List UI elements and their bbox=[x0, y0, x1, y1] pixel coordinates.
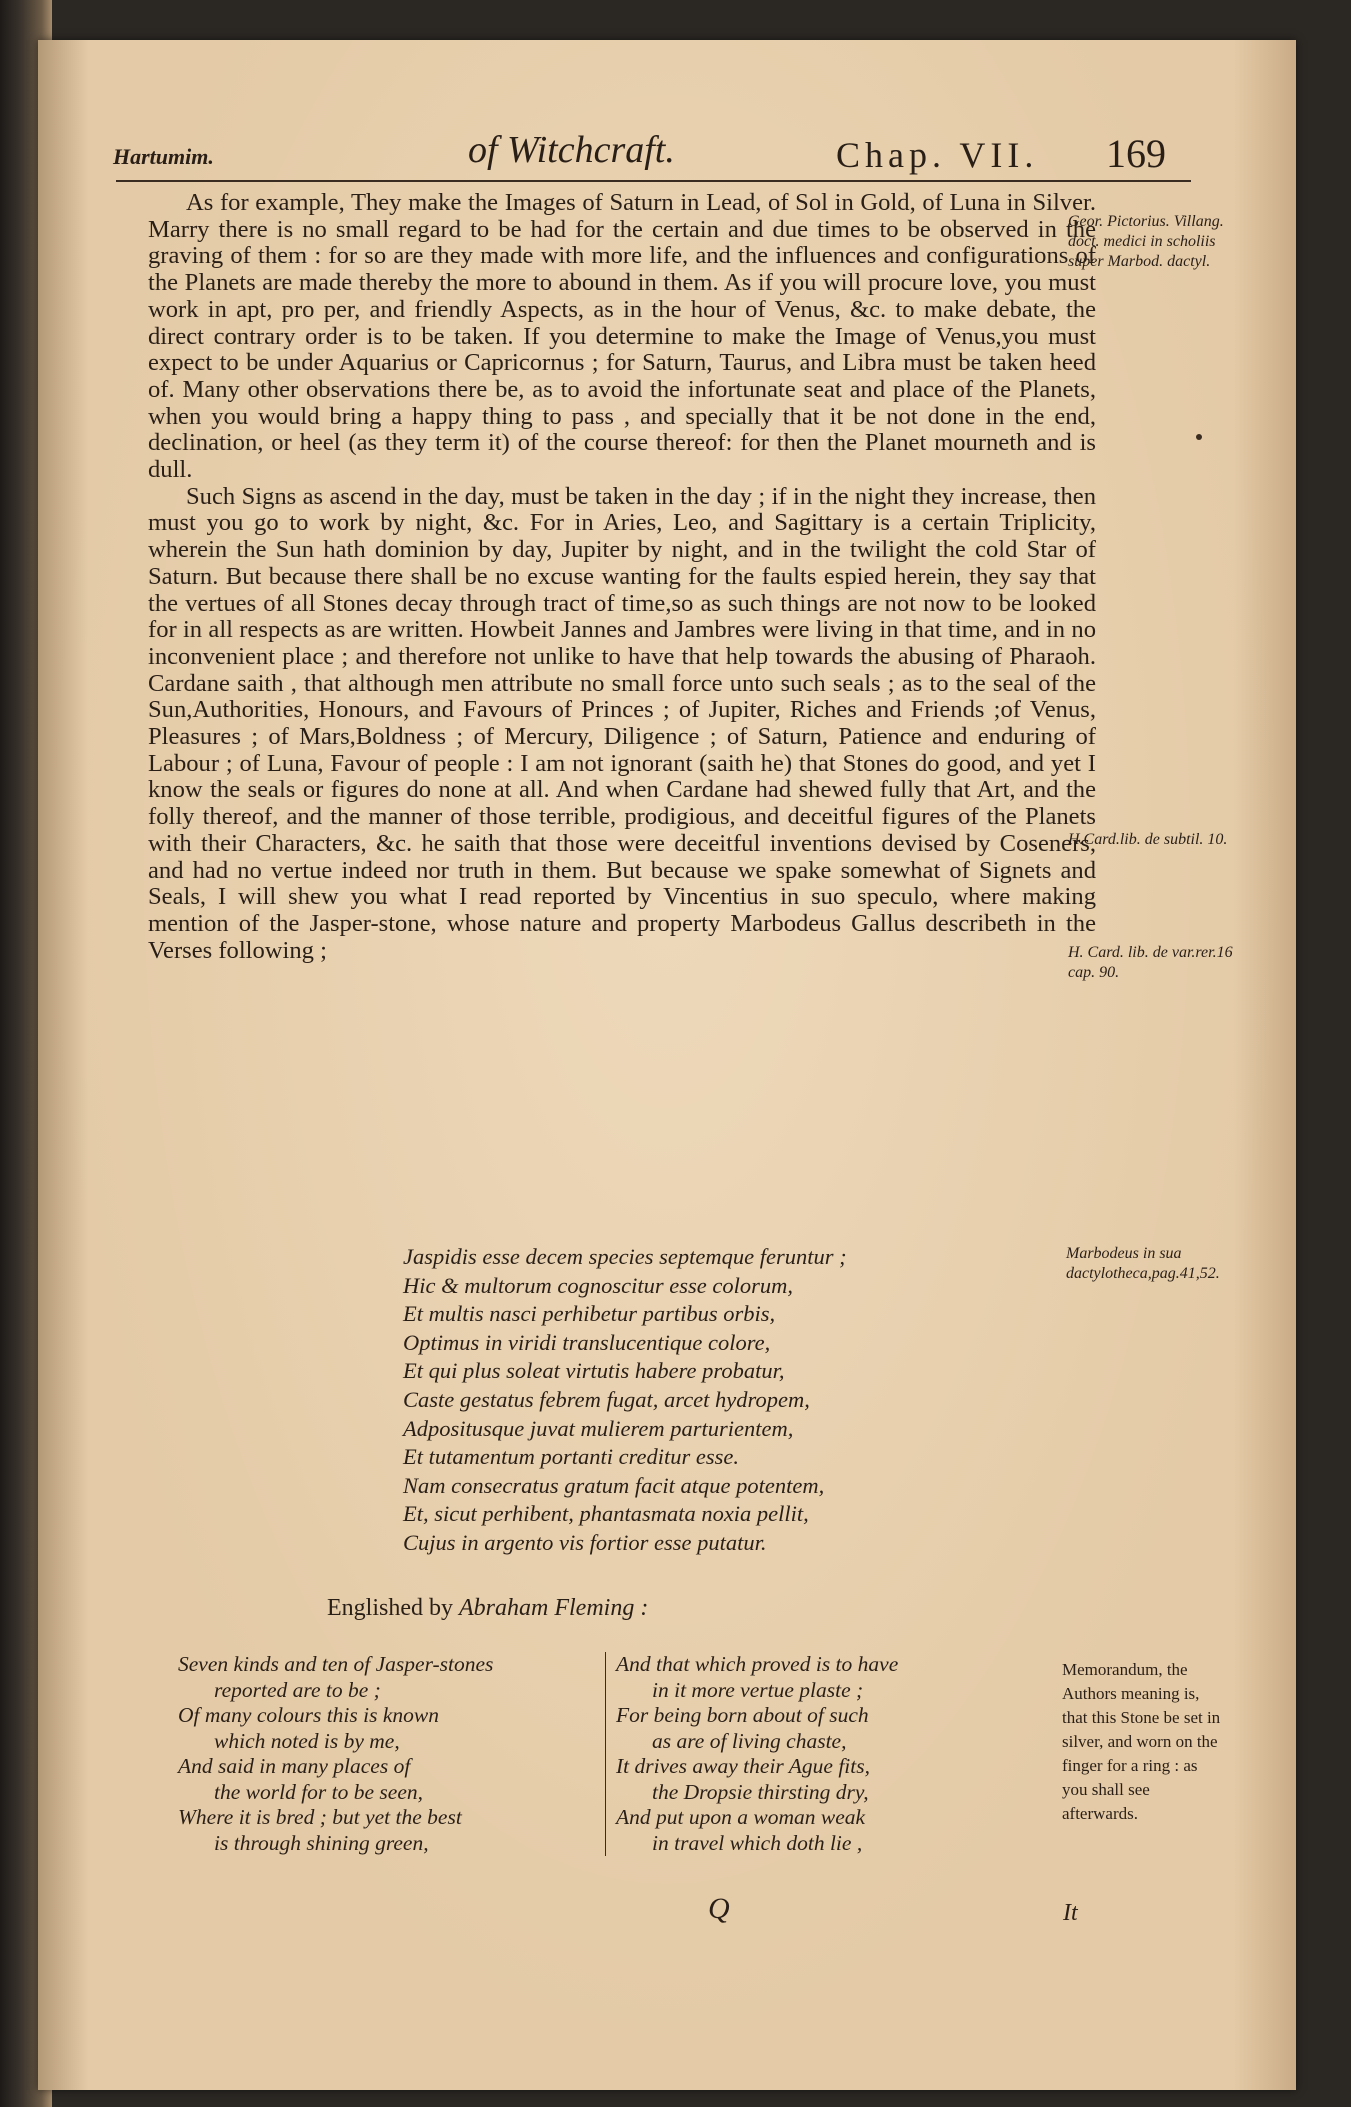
verse-line: the world for to be seen, bbox=[214, 1779, 424, 1804]
translation-heading bbox=[327, 1595, 648, 1622]
translation-left-column bbox=[178, 1652, 598, 1856]
verse-line: Cujus in argento vis fortior esse putatur. bbox=[403, 1529, 767, 1555]
verse-line: Hic & multorum cognoscitur esse colorum, bbox=[403, 1272, 793, 1298]
verse-line: in travel which doth lie , bbox=[652, 1830, 863, 1855]
verse-line: For being born about of such bbox=[616, 1703, 869, 1727]
margin-note-3: H. Card. lib. de var.rer.16 cap. 90. bbox=[1068, 944, 1233, 981]
verse-line: Where it is bred ; but yet the best bbox=[178, 1805, 462, 1829]
margin-note-4: Marbodeus in sua dactylotheca,pag.41,52. bbox=[1066, 1245, 1220, 1282]
verse-line: Adpositusque juvat mulierem parturientem, bbox=[403, 1415, 794, 1441]
translation-heading-prefix: Englished by bbox=[327, 1595, 453, 1621]
translation-right-column bbox=[605, 1652, 1036, 1856]
book-page bbox=[38, 40, 1296, 2090]
verse-line: in it more vertue plaste ; bbox=[652, 1677, 864, 1702]
verse-line: as are of living chaste, bbox=[652, 1728, 847, 1753]
verse-line: Et tutamentum portanti creditur esse. bbox=[403, 1444, 740, 1470]
header-chapter: Chap. VII. bbox=[836, 135, 1039, 175]
latin-verse bbox=[403, 1243, 963, 1558]
verse-line: Et, sicut perhibent, phantasmata noxia pellit, bbox=[403, 1501, 809, 1527]
verse-line: Seven kinds and ten of Jasper-stones bbox=[178, 1652, 494, 1676]
verse-line: Et multis nasci perhibetur partibus orbis, bbox=[403, 1301, 776, 1327]
verse-line: Jaspidis esse decem species septemque feruntur ; bbox=[403, 1244, 847, 1269]
verse-line: the Dropsie thirsting dry, bbox=[652, 1779, 869, 1804]
paragraph-2: Such Signs as ascend in the day, must be taken in the day ; if in the night they increase, then must you go to work by night, &c. For in Aries, Leo, and Sagittary is a certain Triplicity, wherein the Sun hath dominion by day, Jupiter by night, and in the twilight the cold Star of Saturn. But because there shall be no excuse wanting for the faults espied herein, they say that the vertues of all Stones decay through tract of time,so as such things are not now to be looked for in all respects as are written. Howbeit Jannes and Jambres were living in that time, and in no inconvenient place ; and therefore not unlike to have that help towards the abusing of Pharaoh. Cardane saith , that although men attribute no small force unto such seals ; as to the seal of the Sun,Authorities, Honours, and Favours of Princes ; of Jupiter, Riches and Friends ;of Venus, Pleasures ; of Mars,Boldness ; of Mercury, Diligence ; of Saturn, Patience and enduring of Labour ; of Luna, Favour of people : I am not ignorant (saith he) that Stones do good, and yet I know the seals or figures do none at all. And when Cardane had shewed fully that Art, and the folly thereof, and the manner of those terrible, prodigious, and deceitful figures of the Planets with their Characters, &c. he saith that those were deceitful inventions devised by Coseners, and had no vertue indeed nor truth in them. But because we spake somewhat of Signets and Seals, I will shew you what I read reported by Vincentius in suo speculo, where making mention of the Jasper-stone, whose nature and property Marbodeus Gallus describeth in the Verses following ; bbox=[148, 482, 1096, 964]
main-text bbox=[148, 190, 1096, 964]
translator-name: Abraham Fleming : bbox=[459, 1595, 649, 1621]
ink-mark bbox=[1196, 434, 1202, 440]
verse-line: And said in many places of bbox=[178, 1754, 411, 1778]
verse-line: Of many colours this is known bbox=[178, 1703, 439, 1727]
verse-line: reported are to be ; bbox=[214, 1677, 381, 1702]
signature-mark: Q bbox=[708, 1892, 730, 1925]
paragraph-1: As for example, They make the Images of Saturn in Lead, of Sol in Gold, of Luna in Silver. Marry there is no small regard to be had for the certain and due times to be observed in the graving of them : for so are they made with more life, and the influences and configurations of the Planets are made thereby the more to abound in them. As if you will procure love, you must work in apt, pro per, and friendly Aspects, as in the hour of Venus, &c. to make debate, the direct contrary order is to be taken. If you determine to make the Image of Venus,you must expect to be under Aquarius or Capricornus ; for Saturn, Taurus, and Libra must be taken heed of. Many other observations there be, as to avoid the infortunate seat and place of the Planets, when you would bring a happy thing to pass , and specially that it be not done in the end, declination, or heel (as they term it) of the course thereof: for then the Planet mourneth and is dull. bbox=[148, 189, 1096, 484]
margin-note-2: H.Card.lib. de subtil. 10. bbox=[1068, 831, 1228, 848]
page-number: 169 bbox=[1106, 131, 1166, 176]
header-left-note: Hartumim. bbox=[113, 144, 214, 169]
verse-line: which noted is by me, bbox=[214, 1728, 400, 1753]
verse-line: Et qui plus soleat virtutis habere probatur, bbox=[403, 1358, 785, 1384]
margin-note-5: Memorandum, the Authors meaning is, that this Stone be set in silver, and worn on the finger for a ring : as you shall see afterwards. bbox=[1062, 1660, 1221, 1823]
verse-line: Nam consecratus gratum facit atque potentem, bbox=[403, 1472, 825, 1498]
running-header bbox=[38, 100, 1296, 176]
verse-line: And that which proved is to have bbox=[616, 1652, 899, 1676]
catchword: It bbox=[1063, 1900, 1078, 1926]
header-title: of Witchcraft. bbox=[468, 129, 675, 171]
margin-note-1: Geor. Pictorius. Villang. doct. medici in scholiis super Marbod. dactyl. bbox=[1068, 213, 1224, 270]
verse-line: is through shining green, bbox=[214, 1830, 429, 1855]
header-rule bbox=[116, 180, 1191, 182]
verse-line: Optimus in viridi translucentique colore, bbox=[403, 1329, 771, 1355]
verse-line: And put upon a woman weak bbox=[616, 1805, 866, 1829]
verse-line: Caste gestatus febrem fugat, arcet hydropem, bbox=[403, 1386, 810, 1412]
verse-line: It drives away their Ague fits, bbox=[616, 1754, 870, 1778]
